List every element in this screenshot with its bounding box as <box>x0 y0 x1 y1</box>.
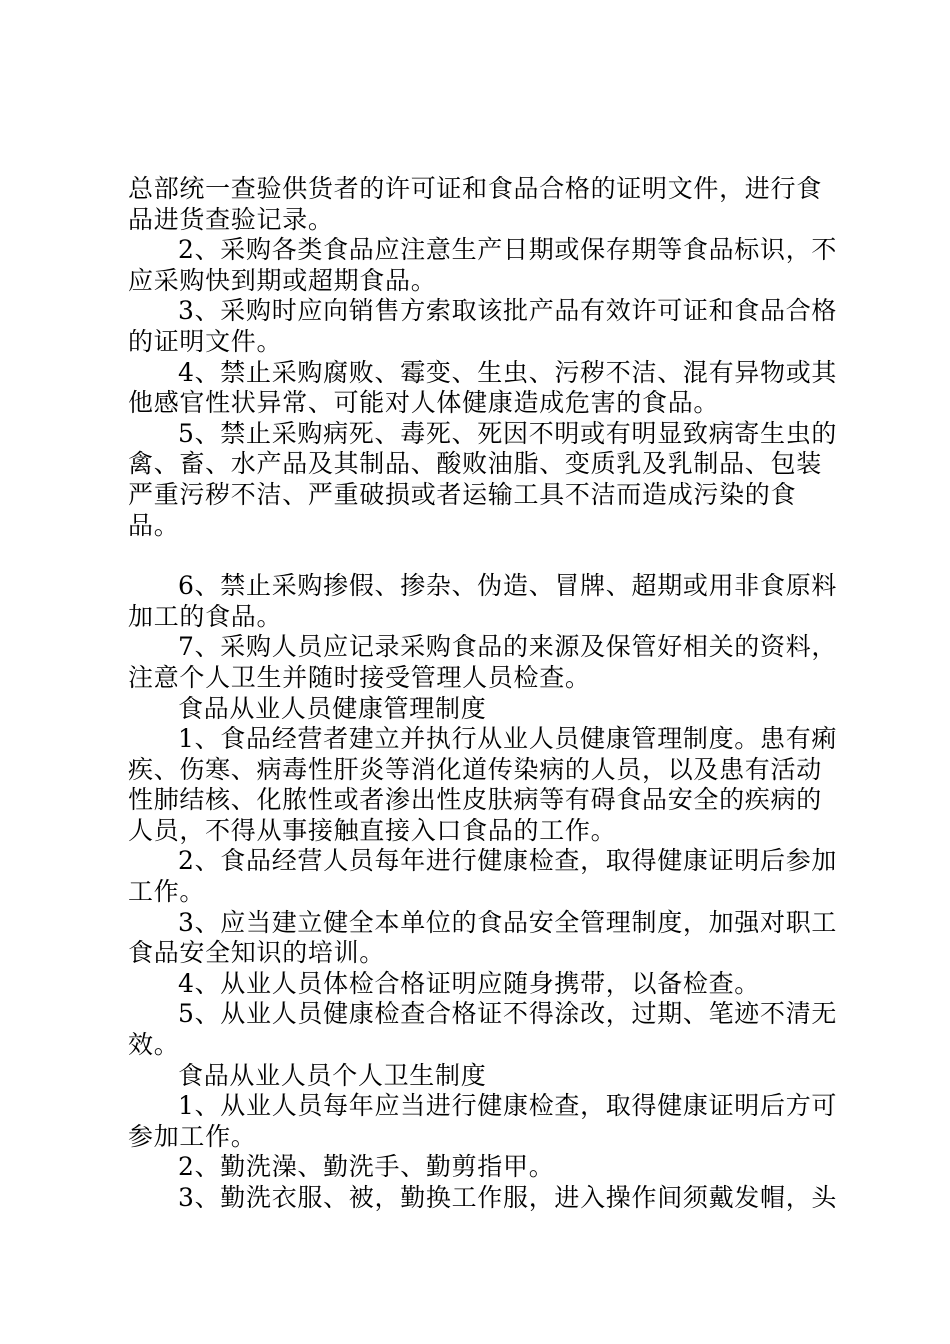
section-heading-health-management: 食品从业人员健康管理制度 <box>178 693 487 723</box>
hygiene-item-2: 2、勤洗澡、勤洗手、勤剪指甲。 <box>178 1152 555 1182</box>
paragraph-continuation: 总部统一查验供货者的许可证和食品合格的证明文件，进行食品进货查验记录。 <box>128 174 822 234</box>
paragraph-item-6: 6、禁止采购掺假、掺杂、伪造、冒牌、超期或用非食原料加工的食品。 <box>128 571 838 631</box>
paragraph-item-7: 7、采购人员应记录采购食品的来源及保管好相关的资料，注意个人卫生并随时接受管理人员检查。 <box>128 632 838 692</box>
paragraph-item-5: 5、禁止采购病死、毒死、死因不明或有明显致病寄生虫的禽、畜、水产品及其制品、酸败油脂、变质乳及乳制品、包装严重污秽不洁、严重破损或者运输工具不洁而造成污染的食品。 <box>128 418 838 540</box>
health-item-2: 2、食品经营人员每年进行健康检查，取得健康证明后参加工作。 <box>128 846 838 907</box>
health-item-3: 3、应当建立健全本单位的食品安全管理制度，加强对职工食品安全知识的培训。 <box>128 907 838 968</box>
health-item-5: 5、从业人员健康检查合格证不得涂改，过期、笔迹不清无效。 <box>128 999 838 1060</box>
paragraph-item-3: 3、采购时应向销售方索取该批产品有效许可证和食品合格的证明文件。 <box>128 296 838 356</box>
hygiene-item-3: 3、勤洗衣服、被，勤换工作服，进入操作间须戴发帽，头 <box>178 1183 838 1212</box>
health-item-4: 4、从业人员体检合格证明应随身携带，以备检查。 <box>178 968 761 998</box>
paragraph-item-2: 2、采购各类食品应注意生产日期或保存期等食品标识，不应采购快到期或超期食品。 <box>128 235 838 295</box>
document-body <box>128 174 840 1214</box>
hygiene-item-1: 1、从业人员每年应当进行健康检查，取得健康证明后方可参加工作。 <box>128 1091 838 1151</box>
section-heading-personal-hygiene: 食品从业人员个人卫生制度 <box>178 1060 487 1090</box>
health-item-1: 1、食品经营者建立并执行从业人员健康管理制度。患有痢疾、伤寒、病毒性肝炎等消化道传染病的人员，以及患有活动性肺结核、化脓性或者渗出性皮肤病等有碍食品安全的疾病的人员，不得从事接触直接入口食品的工作。 <box>128 724 838 845</box>
paragraph-item-4: 4、禁止采购腐败、霉变、生虫、污秽不洁、混有异物或其他感官性状异常、可能对人体健康造成危害的食品。 <box>128 357 838 418</box>
